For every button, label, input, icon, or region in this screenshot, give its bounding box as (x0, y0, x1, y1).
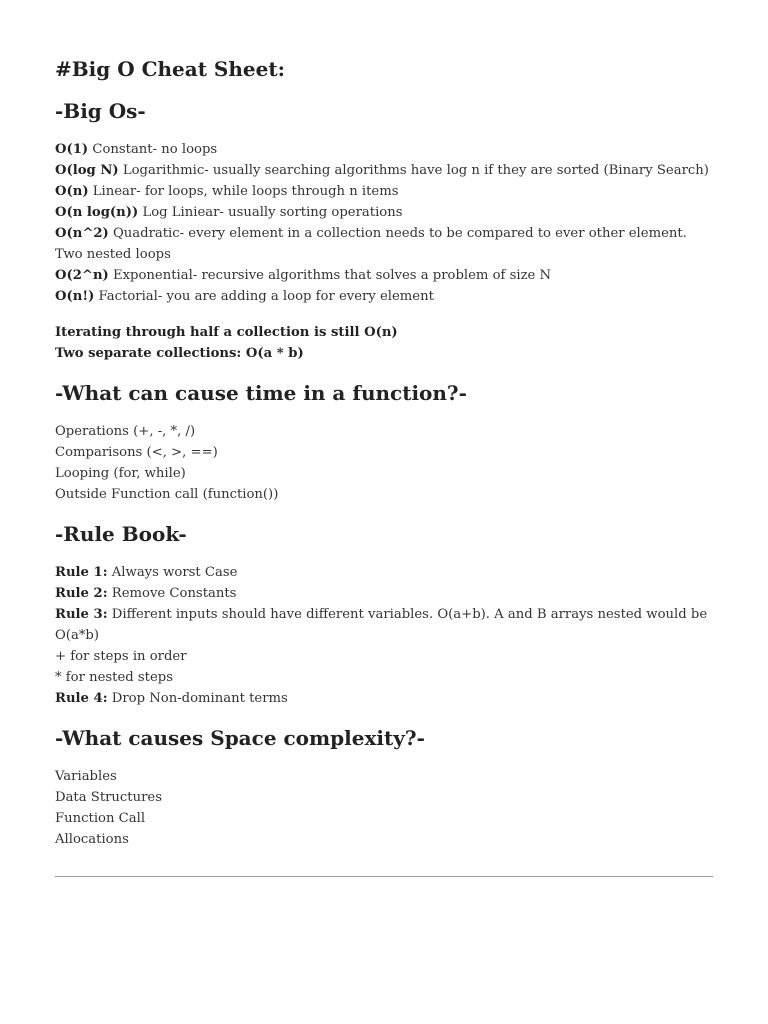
space-item: Function Call (55, 811, 146, 826)
rule-text: Drop Non-dominant terms (107, 691, 288, 706)
note-separate-collections: Two separate collections: O(a * b) (55, 346, 304, 361)
star-note: * for nested steps (55, 670, 173, 685)
note-half-collection: Iterating through half a collection is still O(n) (55, 325, 398, 340)
page-title: #Big O Cheat Sheet: (55, 57, 285, 81)
rule-label: Rule 4: (55, 691, 108, 706)
rule-label: Rule 1: (55, 565, 108, 580)
big-o-description: Logarithmic- usually searching algorithms have log n if they are sorted (Binary Search) (118, 163, 709, 178)
big-o-item (55, 223, 715, 265)
plus-note: + for steps in order (55, 649, 187, 664)
big-o-label: O(n^2) (55, 226, 109, 241)
big-o-label: O(1) (55, 142, 89, 157)
rule-text: Different inputs should have different variables. O(a+b). A and B arrays nested would be O(a*b) (55, 607, 708, 643)
big-o-label: O(2^n) (55, 268, 109, 283)
rule-3 (55, 604, 715, 646)
rule-4 (55, 688, 715, 709)
big-o-label: O(n!) (55, 289, 95, 304)
horizontal-divider (55, 876, 713, 877)
big-o-item (55, 202, 715, 223)
big-o-item (55, 160, 715, 181)
rule-2 (55, 583, 715, 604)
big-o-item (55, 286, 715, 307)
big-os-heading: -Big Os- (55, 99, 146, 123)
space-heading: -What causes Space complexity?- (55, 726, 425, 750)
rule-label: Rule 2: (55, 586, 108, 601)
rule-list (55, 562, 715, 709)
rule-1 (55, 562, 715, 583)
time-list (55, 421, 715, 505)
rule-text: Remove Constants (107, 586, 237, 601)
time-item: Operations (+, -, *, /) (55, 424, 196, 439)
rule-label: Rule 3: (55, 607, 108, 622)
big-o-label: O(n log(n)) (55, 205, 139, 220)
big-os-notes (55, 322, 715, 364)
big-o-description: Factorial- you are adding a loop for every element (94, 289, 434, 304)
big-o-label: O(log N) (55, 163, 119, 178)
space-item: Variables (55, 769, 117, 784)
space-list (55, 766, 715, 850)
time-heading: -What can cause time in a function?- (55, 381, 467, 405)
big-o-description: Constant- no loops (88, 142, 218, 157)
big-o-description: Linear- for loops, while loops through n items (88, 184, 399, 199)
big-os-list (55, 139, 715, 307)
big-o-item (55, 139, 715, 160)
rule-text: Always worst Case (107, 565, 238, 580)
big-o-item (55, 265, 715, 286)
time-item: Outside Function call (function()) (55, 487, 279, 502)
space-item: Allocations (55, 832, 129, 847)
space-item: Data Structures (55, 790, 162, 805)
big-o-item (55, 181, 715, 202)
time-item: Looping (for, while) (55, 466, 186, 481)
big-o-description: Quadratic- every element in a collection needs to be compared to ever other element. Two nested loops (55, 226, 687, 262)
rule-book-heading: -Rule Book- (55, 522, 187, 546)
big-o-description: Log Liniear- usually sorting operations (138, 205, 403, 220)
big-o-label: O(n) (55, 184, 89, 199)
big-o-description: Exponential- recursive algorithms that solves a problem of size N (108, 268, 552, 283)
time-item: Comparisons (<, >, ==) (55, 445, 218, 460)
